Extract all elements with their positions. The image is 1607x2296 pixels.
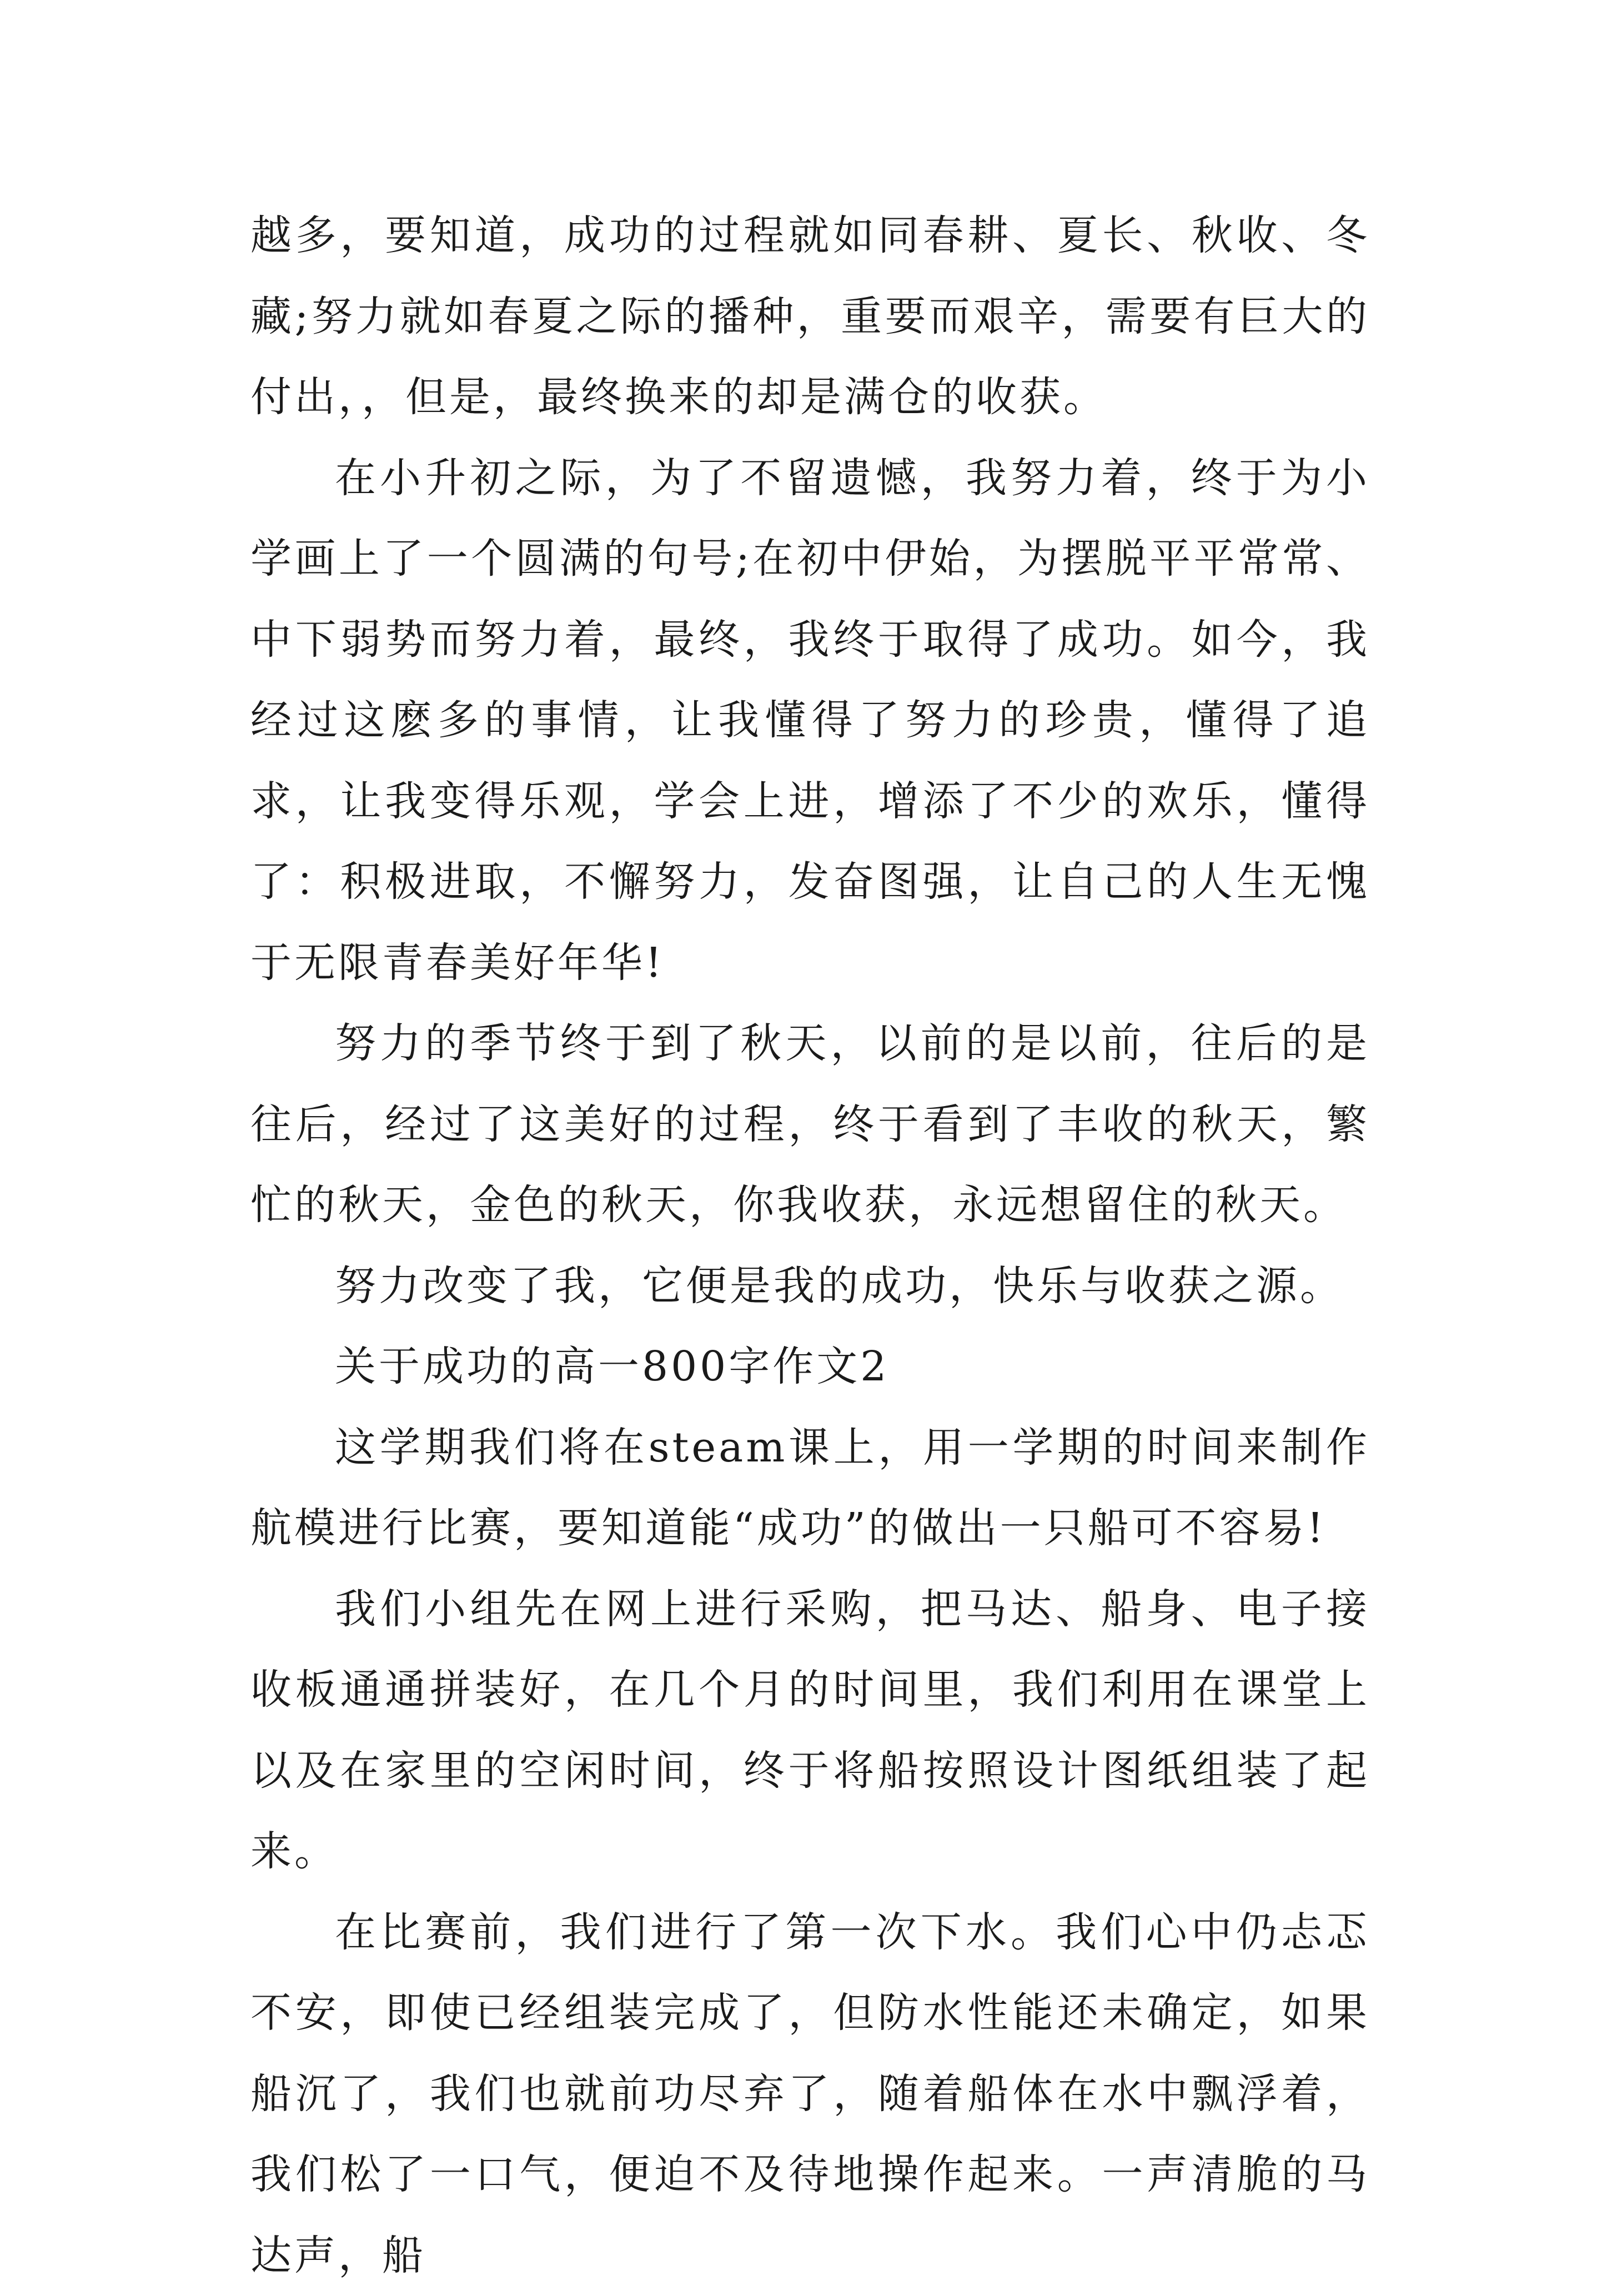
paragraph: 努力改变了我，它便是我的成功，快乐与收获之源。 [250, 1246, 1370, 1327]
essay-title: 关于成功的高一800字作文2 [250, 1327, 1370, 1408]
paragraph: 在小升初之际，为了不留遗憾，我努力着，终于为小学画上了一个圆满的句号;在初中伊始，为摆脱平平常常、中下弱势而努力着，最终，我终于取得了成功。如今，我经过这麽多的事情，让我懂得了努力的珍贵，懂得了追求，让我变得乐观，学会上进，增添了不少的欢乐，懂得了：积极进取，不懈努力，发奋图强，让自己的人生无愧于无限青春美好年华! [250, 438, 1370, 1004]
essay-body [250, 195, 1370, 2296]
paragraph: 努力的季节终于到了秋天，以前的是以前，往后的是往后，经过了这美好的过程，终于看到了丰收的秋天，繁忙的秋天，金色的秋天，你我收获，永远想留住的秋天。 [250, 1003, 1370, 1246]
paragraph: 这学期我们将在steam课上，用一学期的时间来制作航模进行比赛，要知道能“成功”的做出一只船可不容易! [250, 1408, 1370, 1569]
paragraph: 我们小组先在网上进行采购，把马达、船身、电子接收板通通拼装好，在几个月的时间里，我们利用在课堂上以及在家里的空闲时间，终于将船按照设计图纸组装了起来。 [250, 1569, 1370, 1892]
paragraph: 在比赛前，我们进行了第一次下水。我们心中仍忐忑不安，即使已经组装完成了，但防水性能还未确定，如果船沉了，我们也就前功尽弃了，随着船体在水中飘浮着，我们松了一口气，便迫不及待地操作起来。一声清脆的马达声，船 [250, 1892, 1370, 2296]
paragraph: 越多，要知道，成功的过程就如同春耕、夏长、秋收、冬藏;努力就如春夏之际的播种，重要而艰辛，需要有巨大的付出，，但是，最终换来的却是满仓的收获。 [250, 195, 1370, 438]
